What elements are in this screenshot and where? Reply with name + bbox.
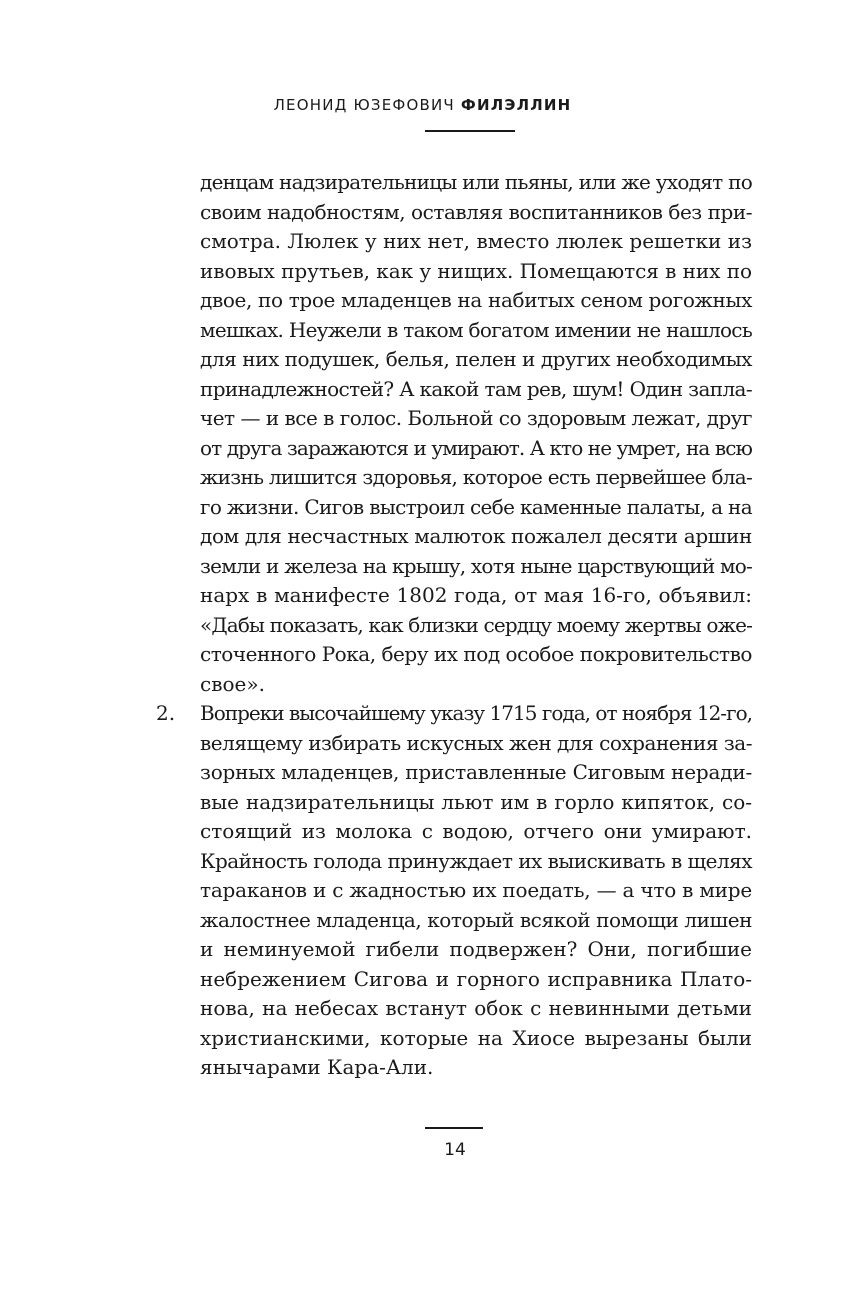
text-line: нарх в манифесте 1802 года, от мая 16-го, объявил: — [200, 583, 752, 607]
text-line: жалостнее младенца, который всякой помощи лишен — [200, 907, 753, 932]
text-line: сточенного Рока, беру их под особое покровительство — [200, 642, 752, 666]
numbered-item — [156, 699, 753, 1083]
text-line: зорных младенцев, приставленные Сиговым неради- — [200, 760, 753, 784]
page-number: 14 — [444, 1140, 466, 1160]
running-head-title: ФИЛЭЛЛИН — [460, 96, 572, 114]
item-number: 2. — [156, 701, 176, 725]
text-line: двое, по трое младенцев на набитых сеном рогожных — [200, 288, 752, 312]
footer-rule — [425, 1127, 483, 1129]
text-line: велящему избирать искусных жен для сохранения за- — [200, 730, 752, 755]
text-line: «Дабы показать, как близки сердцу моему жертвы оже- — [200, 612, 753, 637]
text-line: нова, на небесах встанут обок с невинными детьми — [200, 996, 752, 1020]
text-line: смотра. Люлек у них нет, вместо люлек решетки из — [200, 229, 752, 253]
text-line: Вопреки высочайшему указу 1715 года, от ноября 12-го, — [200, 701, 753, 725]
text-line: Крайность голода принуждает их выискивать в щелях — [200, 848, 753, 873]
header-rule — [425, 130, 515, 132]
body-text — [156, 168, 753, 1083]
text-line: дом для несчастных малюток пожалел десяти аршин — [200, 524, 752, 548]
text-line: своим надобностям, оставляя воспитанников без при- — [200, 199, 752, 224]
text-line: для них подушек, белья, пелен и других необходимых — [200, 347, 752, 371]
text-line: го жизни. Сигов выстроил себе каменные палаты, а на — [200, 494, 753, 519]
text-line: янычарами Кара-Али. — [200, 1055, 434, 1079]
text-line: жизнь лишится здоровья, которое есть первейшее бла- — [200, 465, 753, 489]
text-line: чет — и все в голос. Больной со здоровым лежат, друг — [200, 406, 752, 430]
text-line: небрежением Сигова и горного исправника Плато- — [200, 966, 752, 991]
text-line: земли и железа на крышу, хотя ныне царствующий мо- — [200, 553, 752, 578]
text-line: тараканов и с жадностью их поедать, — а что в мире — [200, 878, 753, 902]
text-line: денцам надзирательницы или пьяны, или же уходят по — [200, 170, 753, 194]
text-line: мешках. Неужели в таком богатом имении не нашлось — [200, 317, 753, 342]
running-head-author: ЛЕОНИД ЮЗЕФОВИЧ — [273, 96, 455, 114]
text-line: вые надзирательницы льют им в горло кипяток, со- — [200, 789, 752, 814]
text-line: стоящий из молока с водою, отчего они умирают. — [200, 819, 752, 843]
text-line: христианскими, которые на Хиосе вырезаны были — [200, 1025, 752, 1050]
text-line: свое». — [200, 671, 265, 696]
continuation-paragraph — [200, 168, 752, 699]
text-line: ивовых прутьев, как у нищих. Помещаются в них по — [200, 258, 752, 283]
running-head — [0, 96, 845, 114]
text-line: и неминуемой гибели подвержен? Они, погибшие — [200, 937, 752, 961]
text-line: от друга заражаются и умирают. А кто не умрет, на всю — [200, 435, 752, 460]
text-line: принадлежностей? А какой там рев, шум! Один запла- — [200, 376, 752, 401]
